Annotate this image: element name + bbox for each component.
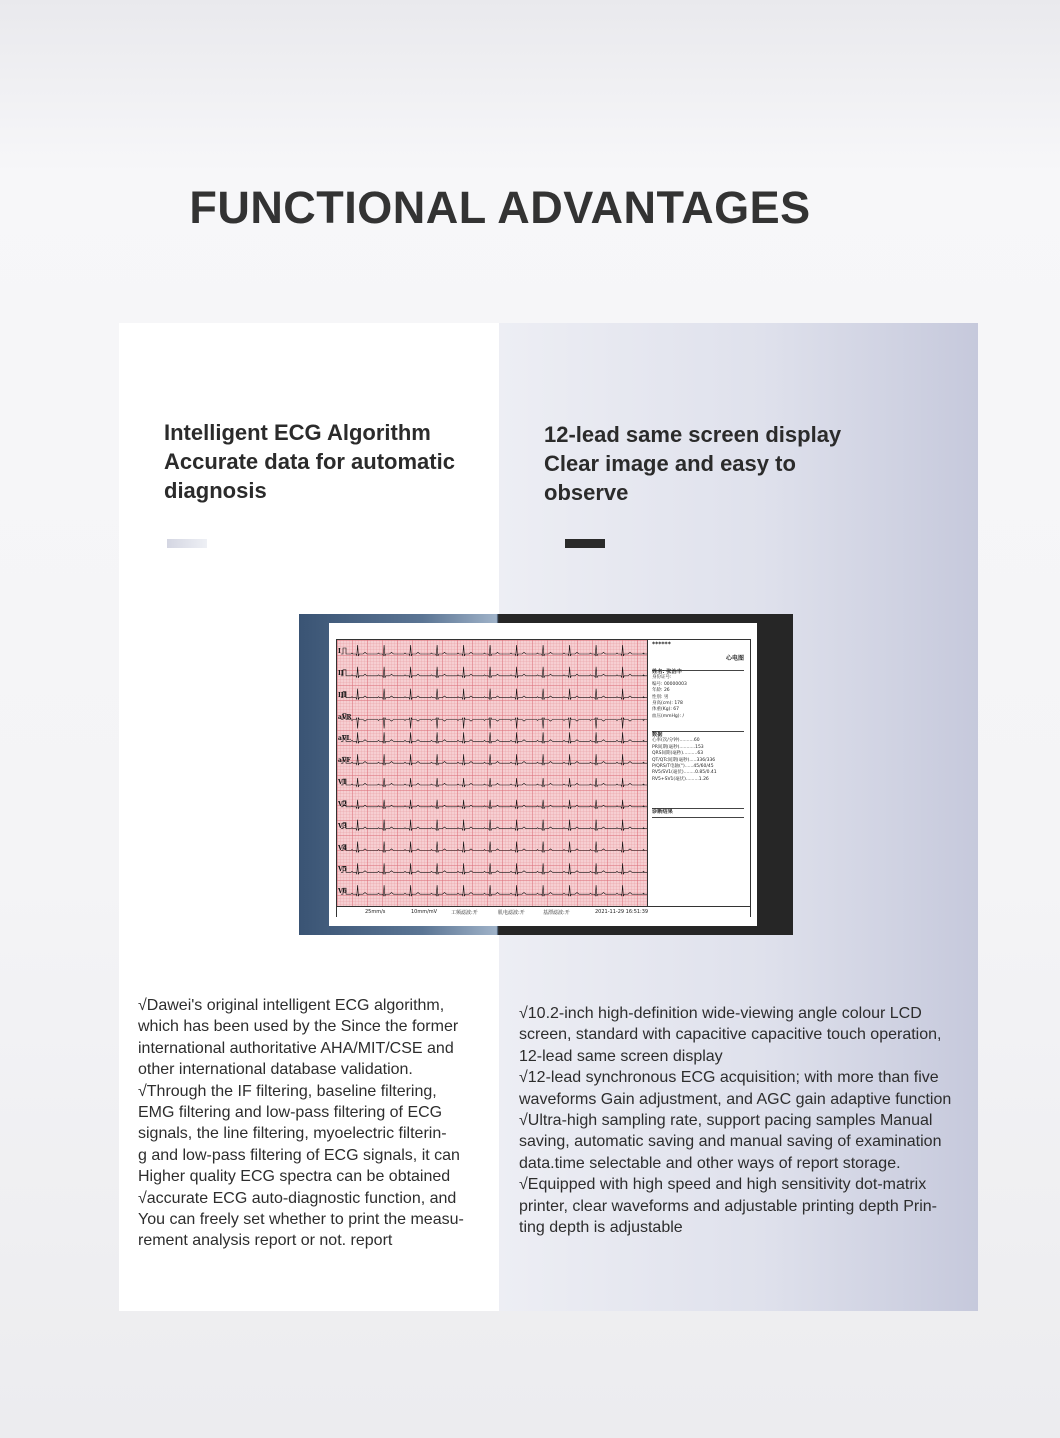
page-title: FUNCTIONAL ADVANTAGES — [189, 182, 811, 233]
ecg-report — [336, 639, 751, 917]
report-title: 心电图 — [725, 655, 744, 662]
patient-section — [652, 669, 744, 720]
ecg-trace-V3 — [341, 820, 647, 831]
data-heading: 数据 — [652, 732, 663, 738]
report-stars: ****** — [652, 641, 671, 648]
data-line: 心率(次/分钟)..........60 — [652, 738, 700, 744]
data-lines — [652, 738, 744, 783]
patient-line: 血压(mmHg): / — [652, 713, 684, 719]
patient-line: 年龄: 26 — [652, 688, 670, 694]
lead-label: aVR — [338, 713, 352, 721]
right-heading: 12-lead same screen display Clear image and easy to observe — [544, 422, 842, 505]
lead-label: V6 — [338, 888, 347, 896]
footer-timestamp: 2021-11-29 16:51:39 — [595, 909, 649, 915]
lead-label: I — [338, 648, 341, 655]
patient-line: 体重(Kg): 67 — [652, 707, 679, 713]
lead-label: V3 — [338, 822, 347, 830]
ecg-trace-aVL — [341, 732, 647, 743]
ecg-trace-aVF — [341, 754, 647, 765]
ecg-traces — [337, 640, 647, 906]
right-accent-dash — [565, 539, 605, 548]
patient-line: 性别: 男 — [652, 694, 669, 700]
data-line: PR间期(毫秒)...........153 — [652, 744, 704, 750]
lead-label: aVF — [338, 757, 351, 765]
lead-label: V2 — [338, 800, 347, 808]
ecg-trace-V2 — [341, 800, 647, 809]
ecg-footer — [337, 906, 750, 917]
lead-label: V4 — [338, 844, 347, 852]
data-line: RV5/SV1(毫伏)........0.85/0.41 — [652, 770, 717, 776]
ecg-trace-aVR — [341, 714, 647, 729]
diagnosis-heading: 诊断结果 — [652, 809, 673, 815]
info-rule-4 — [652, 817, 744, 818]
monitor-screen — [329, 623, 757, 926]
left-accent-dash — [167, 539, 207, 548]
lead-label: V1 — [338, 779, 347, 786]
footer-ac-filter: 工频滤波:开 — [451, 910, 478, 916]
footer-speed: 25mm/s — [365, 909, 386, 915]
footer-baseline-filter: 基漂滤波:开 — [543, 910, 570, 916]
left-body-text: √Dawei's original intelligent ECG algorithm, which has been used by the Since the former international authoritative AHA/MIT/CSE and other international database validation. √Through the IF filtering, baseline filtering, EMG filtering and low-pass filtering of ECG signals, the line filtering, myoelectric filterin- g and low-pass filtering of ECG signals, it can Higher quality ECG spectra can be obtained √accurate ECG auto-diagnostic function, and You can freely set whether to print the measu- rement analysis report or not. report — [138, 997, 464, 1250]
data-line: P/QRS/T电轴(°)......45/60/45 — [652, 764, 714, 770]
patient-heading: 姓名: 张治丰 — [652, 669, 682, 675]
data-line: QRS间期(毫秒)..........63 — [652, 751, 704, 757]
ecg-trace-V4 — [341, 842, 647, 853]
ecg-trace-II — [341, 667, 647, 678]
data-line: QT/QTc间期(毫秒).....336/336 — [652, 757, 716, 763]
patient-line: 身份证号: — [652, 675, 672, 681]
patient-line: 编号: 00000003 — [652, 681, 687, 687]
ecg-trace-III — [341, 689, 647, 700]
ecg-info-panel — [650, 640, 748, 905]
patient-lines — [652, 675, 744, 720]
left-heading: Intelligent ECG Algorithm Accurate data for automatic diagnosis — [164, 420, 455, 503]
footer-gain: 10mm/mV — [411, 909, 438, 915]
lead-label: aVL — [338, 735, 351, 743]
data-line: RV5+SV1(毫伏).........1.26 — [652, 776, 709, 782]
patient-line: 身高(cm): 178 — [652, 701, 683, 707]
ecg-trace-V5 — [341, 863, 647, 874]
lead-label: II — [338, 669, 344, 677]
lead-label: III — [338, 691, 347, 699]
ecg-trace-V6 — [341, 885, 647, 896]
ecg-grid — [337, 640, 648, 916]
lead-label: V5 — [338, 866, 347, 874]
ecg-trace-V1 — [341, 778, 647, 787]
diagnosis-section — [652, 809, 744, 815]
footer-emg-filter: 肌电滤波:开 — [498, 910, 525, 916]
data-section — [652, 732, 744, 783]
right-body-text: √10.2-inch high-definition wide-viewing angle colour LCD screen, standard with capacitive capacitive touch operation, 12-lead same screen display √12-lead synchronous ECG acquisition; with more than five waveforms Gain adjustment, and AGC gain adaptive function √Ultra-high sampling rate, support pacing samples Manual saving, automatic saving and manual saving of examination data.time selectable and other ways of report storage. √Equipped with high speed and high sensitivity dot-matrix printer, clear waveforms and adjustable printing depth Prin- ting depth is adjustable — [519, 1005, 952, 1237]
ecg-trace-I — [341, 645, 647, 656]
